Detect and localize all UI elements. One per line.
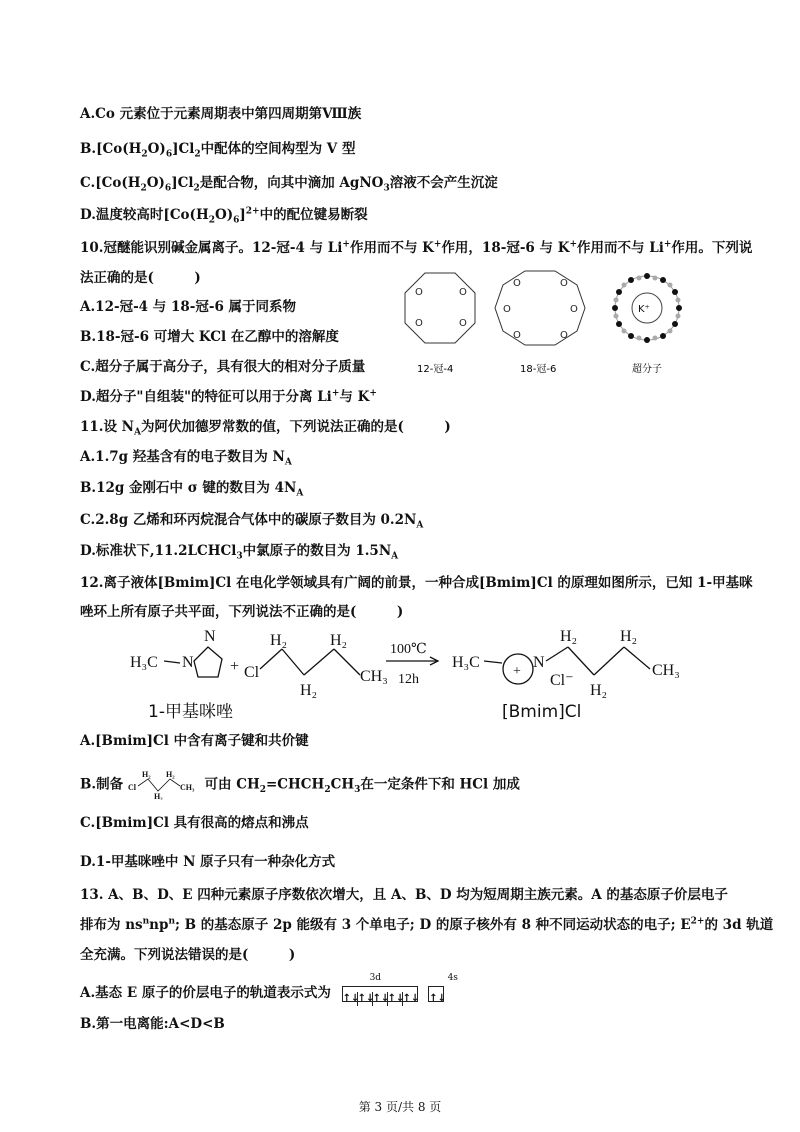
- supramolecule-structure: [612, 273, 682, 343]
- q12-option-d: D.1-甲基咪唑中 N 原子只有一种杂化方式: [80, 854, 336, 870]
- orbital-cell: ↑↓: [429, 993, 447, 1004]
- q12-stem-line1: 12.离子液体[Bmim]Cl 在电化学领域具有广阔的前景，一种合成[Bmim]Cl 的原理如图所示，已知 1-甲基咪: [80, 575, 753, 591]
- q11-option-c: C.2.8g 乙烯和环丙烷混合气体中的碳原子数目为 $0.2N_A$: [80, 512, 424, 531]
- q9-option-a: A.Co 元素位于元素周期表中第四周期第Ⅷ族: [80, 106, 362, 122]
- q9-option-c: $C.[Co(H_2O)_6]Cl_2$是配合物，向其中滴加 AgNO$_3$溶液不会产生沉淀: [80, 175, 498, 194]
- o-atom: O: [513, 330, 521, 341]
- ch2-label: H₂: [141, 770, 151, 779]
- plus-sign: +: [513, 664, 521, 679]
- ch2-label: H₂: [620, 628, 638, 645]
- crown-ether-figure: [385, 268, 705, 380]
- bmimcl-synthesis-scheme: [120, 625, 720, 725]
- o-atom: O: [503, 304, 511, 315]
- chlorine-atom: Cl: [244, 664, 260, 681]
- ch2-label: H₂: [330, 632, 348, 649]
- plus-sign: +: [230, 658, 240, 675]
- q9-option-b: $B.[Co(H_2O)_6]Cl_2$中配体的空间构型为 V 型: [80, 141, 356, 160]
- q13-option-a: A.基态 E 原子的价层电子的轨道表示式为 3d 4s ↑↓↑↓↑↓↑↓↑↓ ↑↓: [80, 983, 444, 1004]
- reaction-time: 12h: [398, 672, 419, 687]
- q12-option-a: A.[Bmim]Cl 中含有离子键和共价键: [80, 733, 309, 749]
- q13-option-b: B.第一电离能:A<D<B: [80, 1016, 225, 1032]
- q10-option-b: B.18-冠-6 可增大 KCl 在乙醇中的溶解度: [80, 329, 339, 345]
- orbital-label-3d: 3d: [369, 972, 382, 983]
- ch2-label: H₂: [153, 792, 163, 800]
- q10-stem-line2: 法正确的是( ): [80, 270, 201, 286]
- potassium-ion: K⁺: [638, 304, 650, 315]
- chlorobutane-structure: [128, 770, 200, 800]
- q10-option-c: C.超分子属于高分子，具有很大的相对分子质量: [80, 359, 366, 375]
- q9-option-d: D.温度较高时$[Co(H_2O)_6]^{2+}$中的配位键易断裂: [80, 206, 368, 226]
- methyl-group: H₃C: [130, 654, 158, 671]
- page-footer: 第 3 页/共 8 页: [358, 1100, 442, 1114]
- q13-stem-line2: 排布为 $ns^nnp^n$; B 的基态原子 2p 能级有 3 个单电子; D 的原子核外有 8 种不同运动状态的电子; $E^{2+}$的 3d 轨道: [80, 916, 774, 933]
- q13-stem-line3: 全充满。下列说法错误的是( ): [80, 947, 296, 963]
- methyl-group: H₃C: [452, 654, 480, 671]
- q13-stem-line1: 13. A、B、D、E 四种元素原子序数依次增大，且 A、B、D 均为短周期主族元素。A 的基态原子价层电子: [80, 887, 728, 903]
- q12-option-b: B.制备 Cl H₂ H₂ H₂ CH₃ 可由 $CH_2=CHCH_2CH_3$在一定条件下和 HCl 加成: [80, 770, 520, 800]
- nitrogen-atom: N: [533, 654, 545, 671]
- ch2-label: H₂: [300, 682, 318, 699]
- chloride-ion: Cl⁻: [550, 672, 574, 689]
- q11-option-b: B.12g 金刚石中 σ 键的数目为 $4N_A$: [80, 480, 304, 499]
- orbital-cell: ↑↓: [372, 993, 390, 1004]
- fig-label-supramolecule: 超分子: [632, 364, 662, 375]
- q10-option-d: D.超分子"自组装"的特征可以用于分离 Li+与 K+: [80, 388, 377, 405]
- orbital-cell: ↑↓: [387, 993, 405, 1004]
- orbital-box-4s: [428, 986, 447, 1004]
- q10-option-a: A.12-冠-4 与 18-冠-6 属于同系物: [80, 299, 297, 315]
- fig-label-12-crown-4: 12-冠-4: [417, 364, 454, 375]
- ch3-label: CH₃: [360, 668, 388, 685]
- o-atom: O: [560, 278, 568, 289]
- label-bmimcl: [Bmim]Cl: [502, 702, 582, 722]
- q11-option-a: A.1.7g 羟基含有的电子数目为 $N_A$: [80, 449, 292, 468]
- label-1-methylimidazole: 1-甲基咪唑: [148, 702, 233, 722]
- ch2-label: H₂: [560, 628, 578, 645]
- ch2-label: H₂: [165, 770, 175, 779]
- ch3-label: CH₃: [179, 783, 195, 792]
- o-atom: O: [513, 278, 521, 289]
- q11-option-d: D.标准状下,11.2LCHCl$_3$中氯原子的数目为 $1.5N_A$: [80, 543, 399, 562]
- chlorine-atom: Cl: [127, 783, 136, 792]
- nitrogen-atom: N: [204, 628, 216, 645]
- o-atom: O: [570, 304, 578, 315]
- q10-stem-line1: 10.冠醚能识别碱金属离子。12-冠-4 与 Li+作用而不与 K+作用，18-冠-6 与 K+作用而不与 Li+作用。下列说: [80, 239, 753, 256]
- orbital-box-3d: [342, 986, 418, 1002]
- ch2-label: H₂: [590, 682, 608, 699]
- o-atom: O: [459, 318, 467, 329]
- ch2-label: H₂: [270, 632, 288, 649]
- reaction-temperature: 100℃: [390, 642, 427, 657]
- q11-stem: 11.设 $N_A$为阿伏加德罗常数的值，下列说法正确的是( ): [80, 419, 451, 438]
- q12-option-c: C.[Bmim]Cl 具有很高的熔点和沸点: [80, 815, 309, 831]
- o-atom: O: [415, 318, 423, 329]
- orbital-label-4s: 4s: [447, 972, 458, 983]
- orbital-cell: ↑↓: [357, 993, 375, 1004]
- o-atom: O: [415, 287, 423, 298]
- o-atom: O: [560, 330, 568, 341]
- orbital-cell: ↑↓: [342, 993, 360, 1004]
- q12-stem-line2: 唑环上所有原子共平面，下列说法不正确的是( ): [80, 604, 404, 620]
- 12-crown-4-structure: [405, 273, 475, 343]
- nitrogen-atom: N: [182, 654, 194, 671]
- o-atom: O: [459, 287, 467, 298]
- fig-label-18-crown-6: 18-冠-6: [520, 364, 557, 375]
- orbital-cell: ↑↓: [402, 993, 420, 1004]
- ch3-label: CH₃: [652, 662, 680, 679]
